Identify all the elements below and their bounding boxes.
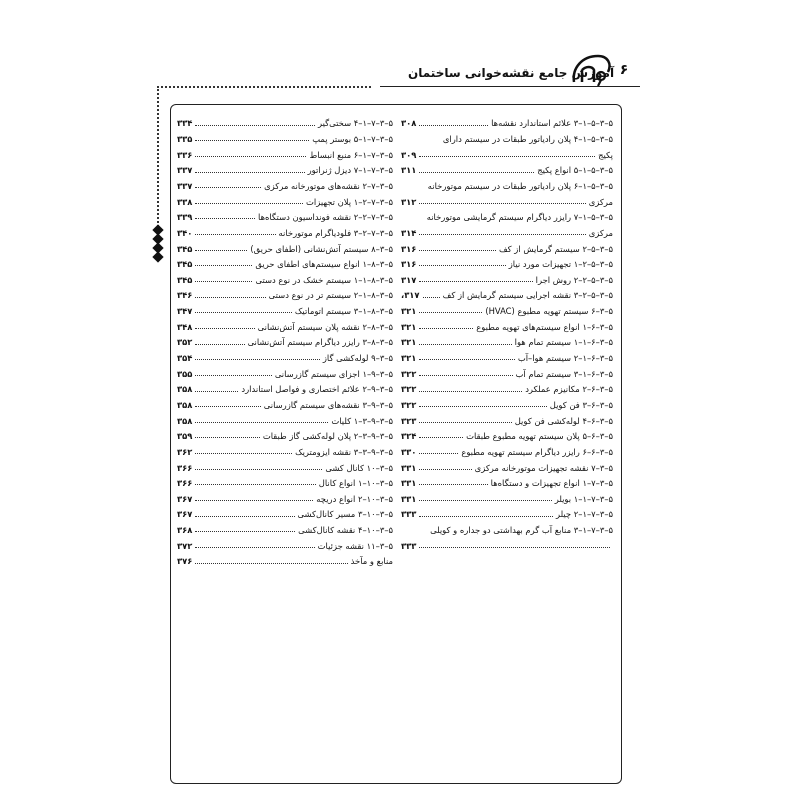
dot-leader <box>419 500 551 501</box>
toc-entry-title: ۵–۳–۱۰–۱ انواع کانال <box>318 478 393 489</box>
toc-entry <box>177 332 393 348</box>
toc-entry <box>177 426 393 442</box>
toc-entry-page: ۳۵۲ <box>177 337 193 348</box>
toc-entry-page: ۳۰۹ <box>401 149 417 160</box>
toc-entry-page: ۳۱۴ <box>401 227 417 238</box>
dot-leader <box>195 250 247 251</box>
toc-entry <box>177 395 393 411</box>
toc-entry-title: ۵–۳–۶–۱ انواع سیستم‌های تهویه مطبوع <box>476 321 613 332</box>
toc-entry-page: ۳۲۱ <box>401 321 417 332</box>
toc-entry-page: ۳۴۵ <box>177 274 193 285</box>
toc-column-right <box>401 113 613 551</box>
toc-entry <box>401 176 613 192</box>
toc-entry <box>401 488 613 504</box>
toc-entry-page: ۳۲۲ <box>401 399 417 410</box>
toc-entry-page: ۳۶۷ <box>177 493 193 504</box>
dot-leader <box>195 312 292 313</box>
toc-entry <box>401 348 613 364</box>
toc-entry <box>401 535 613 551</box>
toc-entry-title: ۵–۳–۹ لوله‌کشی گاز <box>322 353 393 364</box>
toc-entry <box>401 520 613 536</box>
toc-entry-page: ۳۳۴ <box>177 118 193 129</box>
toc-entry-title: ۵–۳–۱۰ کانال کشی <box>325 462 393 473</box>
toc-entry-title: ۵–۳–۶–۲ مکانیزم عملکرد <box>525 384 613 395</box>
toc-entry <box>177 504 393 520</box>
toc-entry-page: ۳۳۷ <box>177 165 193 176</box>
dot-leader <box>195 422 328 423</box>
page-number: ۶ <box>619 62 629 78</box>
dot-leader <box>195 500 313 501</box>
dot-leader <box>195 156 306 157</box>
toc-entry-title: ۵–۳–۵–۱–۵ انواع پکیج <box>537 165 613 176</box>
toc-column-left <box>177 113 393 567</box>
toc-entry-title: ۵–۳–۹–۳–۳ نقشه ایزومتریک <box>295 446 393 457</box>
dot-leader <box>195 203 303 204</box>
toc-entry-title: ۵–۳–۱۰–۳ مسیر کانال‌کشی <box>297 509 393 520</box>
dot-leader <box>419 516 553 517</box>
toc-entry-page: ۳۳۰ <box>401 446 417 457</box>
toc-entry-title: ۵–۳–۶–۴ لوله‌کشی فن کویل <box>514 415 613 426</box>
toc-entry-title: ۵–۳–۸–۱ انواع سیستم‌های اطفای حریق <box>255 259 393 270</box>
dot-leader <box>419 281 532 282</box>
toc-entry-title: ۵–۳–۵–۲–۱ تجهیزات مورد نیاز <box>508 259 613 270</box>
toc-entry-title: ۵–۳–۷–۱–۶ منبع انبساط <box>309 149 393 160</box>
toc-entry-page: ۳۴۸ <box>177 321 193 332</box>
toc-entry <box>177 191 393 207</box>
toc-entry <box>401 254 613 270</box>
dot-leader <box>195 547 314 548</box>
toc-entry-page: ۳۲۱ <box>401 306 417 317</box>
page-header <box>380 48 640 88</box>
toc-entry-title: ۵–۳–۵–۱–۷ رایزر دیاگرام سیستم گرمایشی موتورخانه <box>426 212 613 223</box>
toc-entry-title: ۵–۳–۹–۲ علائم اختصاری و فواصل استاندارد <box>241 384 393 395</box>
toc-entry-page: ۳۷۶ <box>177 556 193 567</box>
toc-entry <box>177 441 393 457</box>
toc-entry-title: ۵–۳–۵–۱–۴ پلان رادیاتور طبقات در سیستم دارای <box>442 134 613 145</box>
toc-entry <box>401 129 613 145</box>
toc-entry-page: ۳۲۳ <box>401 415 417 426</box>
toc-entry-page: ۳۶۷ <box>177 509 193 520</box>
toc-entry-title: ۵–۳–۶ سیستم تهویه مطبوع (HVAC) <box>485 306 613 317</box>
dot-leader <box>195 437 259 438</box>
toc-entry <box>401 207 613 223</box>
dot-leader <box>195 359 320 360</box>
toc-entry <box>401 238 613 254</box>
toc-entry <box>401 144 613 160</box>
toc-entry-title: ۵–۳–۸–۱–۳ سیستم اتوماتیک <box>294 306 393 317</box>
toc-entry-page: ۳۵۸ <box>177 399 193 410</box>
toc-entry <box>177 129 393 145</box>
dot-leader <box>195 531 295 532</box>
toc-entry <box>401 457 613 473</box>
toc-entry <box>401 441 613 457</box>
toc-entry <box>401 113 613 129</box>
toc-entry-page: ۳۵۸ <box>177 415 193 426</box>
toc-entry-title: ۵–۳–۷–۱–۲ چیلر <box>555 509 613 520</box>
toc-entry <box>177 176 393 192</box>
toc-entry <box>177 535 393 551</box>
toc-entry-page: ۳۴۵ <box>177 259 193 270</box>
toc-entry <box>177 160 393 176</box>
toc-entry-page: ۳۲۲ <box>401 384 417 395</box>
header-rule <box>380 86 640 87</box>
dot-leader <box>419 469 471 470</box>
toc-entry-title: پکیج <box>598 149 613 160</box>
dot-leader <box>419 406 546 407</box>
toc-entry-page: ۳۵۹ <box>177 431 193 442</box>
toc-entry <box>177 238 393 254</box>
toc-entry <box>177 363 393 379</box>
toc-entry <box>177 269 393 285</box>
toc-entry-page: ۳۴۷ <box>177 306 193 317</box>
dot-leader <box>195 140 309 141</box>
toc-entry-title: ۵–۳–۷ نقشه تجهیزات موتورخانه مرکزی <box>474 462 613 473</box>
toc-entry <box>401 191 613 207</box>
toc-entry <box>401 160 613 176</box>
toc-entry-page: ۳۶۲ <box>177 446 193 457</box>
dot-leader <box>195 469 322 470</box>
toc-entry-page: ۳۶۶ <box>177 462 193 473</box>
toc-entry <box>177 551 393 567</box>
toc-entry-page: ۳۱۶ <box>401 243 417 254</box>
dot-leader <box>195 453 292 454</box>
dot-leader <box>419 437 463 438</box>
toc-entry-page: ۳۳۸ <box>177 196 193 207</box>
toc-entry <box>177 285 393 301</box>
toc-entry-page: ۳۲۱ <box>401 353 417 364</box>
toc-entry-page: ۳۶۶ <box>177 478 193 489</box>
toc-entry-page: ۳۳۶ <box>177 149 193 160</box>
toc-entry-title: ۵–۳–۷–۱–۱ بویلر <box>554 493 613 504</box>
book-title: آموزش جامع نقشه‌خوانی ساختمان <box>408 66 615 80</box>
toc-entry-page: ۳۵۵ <box>177 368 193 379</box>
toc-entry-page: ۳۰۸ <box>401 118 417 129</box>
toc-entry <box>401 379 613 395</box>
toc-entry <box>177 520 393 536</box>
dot-leader <box>195 516 294 517</box>
toc-entry-page: ۳۲۴ <box>401 431 417 442</box>
toc-entry-title: ۵–۳–۸–۲ نقشه پلان سیستم آتش‌نشانی <box>257 321 393 332</box>
toc-entry-title: ۵–۳–۱۰–۴ نقشه کانال‌کشی <box>298 525 393 536</box>
toc-entry <box>177 410 393 426</box>
toc-entry-page: ۳۶۸ <box>177 525 193 536</box>
toc-entry <box>177 316 393 332</box>
toc-entry-title: مرکزی <box>588 196 613 207</box>
toc-entry-page: ۳۵۴ <box>177 353 193 364</box>
dot-leader <box>195 125 315 126</box>
toc-entry-title: ۵–۳–۷–۲–۲ نقشه فونداسیون دستگاه‌ها <box>258 212 393 223</box>
toc-entry-title: ۵–۳–۷–۲–۱ پلان تجهیزات <box>305 196 393 207</box>
toc-entry-page: ۳۱۱ <box>401 165 417 176</box>
toc-entry <box>177 379 393 395</box>
toc-entry-page: ۳۳۱ <box>401 462 417 473</box>
toc-entry <box>177 348 393 364</box>
toc-entry-title: ۵–۳–۷–۱–۵ بوستر پمپ <box>312 134 393 145</box>
dot-leader <box>195 563 347 564</box>
dot-leader <box>419 344 511 345</box>
toc-entry-page: ۳۳۳ <box>401 509 417 520</box>
dot-leader <box>419 250 496 251</box>
dot-leader <box>419 547 610 548</box>
toc-entry-page: ۳۱۶ <box>401 259 417 270</box>
toc-entry-title: ۵–۳–۱۱ نقشه جزئیات <box>317 540 393 551</box>
toc-entry <box>177 254 393 270</box>
toc-entry-page: ۳۱۷، <box>401 290 420 301</box>
toc-entry-page: ۳۵۸ <box>177 384 193 395</box>
toc-entry-page: ۳۳۹ <box>177 212 193 223</box>
toc-entry <box>401 504 613 520</box>
dot-leader <box>419 375 512 376</box>
toc-entry-page: ۳۲۱ <box>401 337 417 348</box>
dot-leader <box>419 391 522 392</box>
dot-leader <box>195 484 315 485</box>
toc-entry <box>177 222 393 238</box>
toc-entry-page: ۳۴۶ <box>177 290 193 301</box>
toc-entry-title: ۵–۳–۸–۱–۱ سیستم خشک در نوع دستی <box>255 274 393 285</box>
toc-entry <box>177 473 393 489</box>
toc-entry-title: ۵–۳–۷–۲ نقشه‌های موتورخانه مرکزی <box>264 180 393 191</box>
toc-entry-title: ۵–۳–۵–۱–۶ پلان رادیاتور طبقات در سیستم موتورخانه <box>427 180 613 191</box>
toc-entry <box>401 363 613 379</box>
toc-entry-page: ۳۱۷ <box>401 274 417 285</box>
toc-entry-title: ۵–۳–۸–۱–۲ سیستم تر در نوع دستی <box>268 290 393 301</box>
noavar-logo <box>568 52 614 88</box>
toc-entry-page: ۳۳۳ <box>401 540 417 551</box>
toc-entry-page: ۳۳۱ <box>401 493 417 504</box>
toc-entry-title: ۵–۳–۷–۱–۳ منابع آب گرم بهداشتی دو جداره و کویلی <box>430 525 613 536</box>
dot-leader <box>195 234 275 235</box>
dot-leader <box>195 297 265 298</box>
dot-leader <box>419 234 585 235</box>
toc-entry <box>401 426 613 442</box>
toc-entry-title: ۵–۳–۶–۳ فن کویل <box>549 399 613 410</box>
dotted-rule-horizontal <box>157 86 371 88</box>
dot-leader <box>419 422 511 423</box>
toc-entry-title: ۵–۳–۷–۱ انواع تجهیزات و دستگاه‌ها <box>490 478 613 489</box>
dot-leader <box>419 203 585 204</box>
dot-leader <box>423 297 440 298</box>
toc-entry-title: ۵–۳–۶–۶ رایزر دیاگرام سیستم تهویه مطبوع <box>461 446 613 457</box>
toc-entry-title: ۵–۳–۹–۳–۱ کلیات <box>331 415 393 426</box>
toc-entry <box>401 332 613 348</box>
dot-leader <box>195 406 260 407</box>
toc-entry <box>177 144 393 160</box>
toc-entry <box>177 301 393 317</box>
toc-frame <box>170 104 622 784</box>
toc-entry <box>177 457 393 473</box>
toc-entry-title: ۵–۳–۶–۵ پلان سیستم تهویه مطبوع طبقات <box>466 431 613 442</box>
toc-entry <box>401 473 613 489</box>
toc-entry <box>401 301 613 317</box>
toc-entry-page: ۳۳۷ <box>177 180 193 191</box>
toc-entry-title: ۵–۳–۸ سیستم آتش‌نشانی (اطفای حریق) <box>250 243 393 254</box>
toc-entry-title: منابع و مآخذ <box>350 556 393 567</box>
toc-entry-page: ۳۴۰ <box>177 227 193 238</box>
toc-entry <box>401 285 613 301</box>
dot-leader <box>419 125 488 126</box>
toc-entry-title: ۵–۳–۶–۱–۳ سیستم تمام آب <box>515 368 613 379</box>
toc-entry-title: ۵–۳–۹–۱ اجزای سیستم گازرسانی <box>274 368 393 379</box>
toc-entry-page: ۳۳۱ <box>401 478 417 489</box>
dot-leader <box>195 328 254 329</box>
dot-leader <box>419 359 514 360</box>
toc-entry <box>401 269 613 285</box>
dot-leader <box>195 344 244 345</box>
dot-leader <box>419 172 534 173</box>
toc-entry-title: ۵–۳–۹–۳–۲ پلان لوله‌کشی گاز طبقات <box>262 431 393 442</box>
toc-entry-title: ۵–۳–۷–۱–۷ دیزل ژنراتور <box>307 165 393 176</box>
toc-entry-title: ۵–۳–۱۰–۲ انواع دریچه <box>316 493 393 504</box>
dot-leader <box>195 281 252 282</box>
dot-leader <box>419 328 473 329</box>
dot-leader <box>419 312 482 313</box>
toc-entry <box>401 410 613 426</box>
dot-leader <box>419 265 505 266</box>
toc-entry-title: مرکزی <box>588 227 613 238</box>
toc-entry-title: ۵–۳–۵–۲ سیستم گرمایش از کف <box>498 243 613 254</box>
toc-entry-title: ۵–۳–۷–۱–۴ سختی‌گیر <box>318 118 393 129</box>
dot-leader <box>419 484 487 485</box>
toc-entry <box>401 316 613 332</box>
toc-entry-page: ۳۱۲ <box>401 196 417 207</box>
diamond-ornament-icon <box>150 226 166 262</box>
toc-entry-title: ۵–۳–۶–۱–۲ سیستم هوا–آب <box>517 353 613 364</box>
dot-leader <box>195 265 252 266</box>
toc-entry <box>177 488 393 504</box>
toc-entry <box>177 113 393 129</box>
dot-leader <box>195 391 238 392</box>
toc-entry-page: ۳۲۲ <box>401 368 417 379</box>
dot-leader <box>195 172 304 173</box>
dot-leader <box>195 218 255 219</box>
dot-leader <box>419 156 595 157</box>
dotted-rule-vertical <box>157 86 159 246</box>
toc-entry-title: ۵–۳–۹–۳ نقشه‌های سیستم گازرسانی <box>263 399 393 410</box>
toc-entry-title: ۵–۳–۵–۲–۲ روش اجرا <box>535 274 613 285</box>
toc-entry-title: ۵–۳–۸–۳ رایزر دیاگرام سیستم آتش‌نشانی <box>247 337 393 348</box>
toc-entry-title: ۵–۳–۶–۱–۱ سیستم تمام هوا <box>514 337 613 348</box>
toc-entry-page: ۳۷۲ <box>177 540 193 551</box>
toc-entry <box>177 207 393 223</box>
toc-entry-page: ۳۴۵ <box>177 243 193 254</box>
dot-leader <box>195 187 261 188</box>
toc-entry-page: ۳۳۵ <box>177 134 193 145</box>
dot-leader <box>195 375 271 376</box>
toc-entry <box>401 395 613 411</box>
toc-entry-title: ۵–۳–۵–۲–۳ نقشه اجرایی سیستم گرمایش از کف <box>442 290 613 301</box>
toc-entry <box>401 222 613 238</box>
toc-entry-title: ۵–۳–۷–۲–۳ فلودیاگرام موتورخانه <box>278 227 393 238</box>
dot-leader <box>419 453 458 454</box>
toc-entry-title: ۵–۳–۵–۱–۳ علائم استاندارد نقشه‌ها <box>491 118 613 129</box>
